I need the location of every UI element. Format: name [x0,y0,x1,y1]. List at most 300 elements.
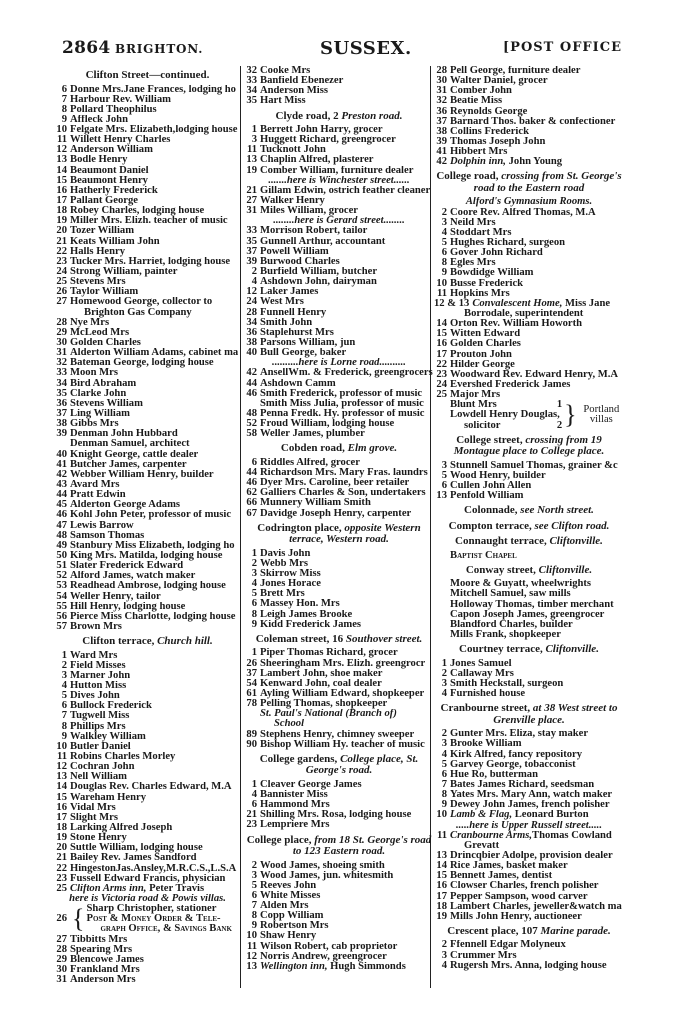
house-number: 4 [251,277,257,288]
occupant-name: Lambert John, shoe maker [260,668,383,679]
occupant-name: Munnery William Smith [260,498,371,509]
directory-entry [434,881,624,891]
house-number: 8 [61,104,67,115]
directory-entry [244,429,434,439]
directory-entry [244,599,434,609]
directory-entry [434,258,624,268]
house-number: 8 [441,790,447,801]
directory-entry [54,470,241,480]
occupant-name: Clarke John [70,388,127,399]
house-number: 13 [246,961,257,972]
house-number: 31 [246,206,257,217]
occupant-name: Stevens Mrs [70,277,126,288]
occupant-name: Suttle William, lodging house [70,843,203,854]
house-number: 31 [436,86,447,97]
directory-entry [244,76,434,86]
occupant-name: Wood James, shoeing smith [260,860,385,871]
directory-entry [244,488,434,498]
street-location: opposite Western terrace, Western road. [289,521,421,546]
house-number: 46 [246,388,257,399]
directory-entry [244,891,434,901]
house-number: 39 [436,136,447,147]
occupant-name: Butcher James, carpenter [70,459,187,470]
house-number: 6 [251,457,257,468]
directory-entry [54,732,241,742]
occupant-name: Crummer Mrs [450,950,517,961]
directory-entry [54,155,241,165]
directory-entry [244,419,434,429]
occupant-name: Comber William, furniture dealer [260,165,414,176]
house-number: 40 [56,449,67,460]
directory-entry [434,912,624,922]
street-name: Codrington place, [257,521,342,534]
occupant-name: Ashdown Camm [260,378,336,389]
house-number: 89 [246,729,257,740]
directory-entry [434,76,624,86]
directory-entry [244,155,434,165]
villa-occupant: Blunt Mrs [450,400,497,411]
villa-occupant: solicitor [464,420,501,431]
house-number: 28 [436,66,447,76]
house-number: 3 [441,739,447,750]
directory-entry [434,780,624,790]
house-number: 11 [436,288,447,299]
occupant-name: Morrison Robert, tailor [260,226,368,237]
street-location: crossing from 19 Montague place to College place. [453,433,605,458]
directory-entry [244,699,434,709]
house-number: 4 [441,689,447,700]
house-number: 56 [56,611,67,622]
directory-entry [244,478,434,488]
occupant-name: AnsellWm. & Frederick, greengrocers [260,368,433,379]
occupant-name: Wood Henry, builder [450,470,546,481]
occupant-name: Powell William [260,246,329,257]
occupant-name: Robertson Mrs [260,921,329,932]
directory-entry [244,921,434,931]
house-number: 37 [56,409,67,419]
house-number: 35 [56,388,67,399]
street-heading [244,835,434,858]
house-number: 19 [436,911,447,922]
portland-villas-group [434,400,624,430]
house-number: 18 [56,822,67,833]
house-number: 8 [251,911,257,922]
occupant-name: Hammond Mrs [260,800,330,811]
occupant-name: Strong William, painter [70,267,178,278]
house-number: 19 [246,165,257,176]
occupant-name: Mills John Henry, auctioneer [450,911,582,922]
occupant-name: Smith John [260,317,313,328]
house-number: 16 [436,881,447,892]
institution-name: St. Paul's National (Branch of) [260,709,397,720]
house-number: 37 [246,668,257,679]
occupant-name: Hibbert Mrs [450,147,508,158]
house-number: 1 [251,548,257,559]
directory-entry [54,166,241,176]
house-number: 36 [436,106,447,117]
house-number: 7 [61,94,67,105]
occupant-name: Cullen John Allen [450,480,532,491]
occupant-name: Pierce Miss Charlotte, lodging house [70,611,236,622]
occupant-name: Bannister Miss [260,789,328,800]
occupant-name: Galliers Charles & Son, undertakers [260,488,426,499]
house-number: 39 [246,256,257,267]
house-number: 14 [56,165,67,176]
institution-name: Baptist Chapel [450,550,517,561]
cross-street-note: .......here is Winchester street...... [268,175,410,186]
house-number: 28 [56,944,67,955]
directory-entry [434,961,624,971]
entry-continuation: Grevatt [464,840,500,851]
directory-entry [244,348,434,358]
directory-entry [54,297,241,307]
house-number: 9 [441,268,447,279]
house-number: 46 [56,510,67,521]
house-number: 5 [61,691,67,702]
house-number: 25 [56,883,67,894]
directory-entry [54,622,241,632]
occupant-name: Hopkins Mrs [450,288,510,299]
occupant-name: Webb Mrs [260,558,308,569]
occupant-name: Weller James, plumber [260,429,365,440]
directory-entry [434,790,624,800]
street-name: College place, [246,833,312,846]
occupant-name: Golden Charles [450,339,521,350]
directory-entry [54,762,241,772]
house-number: 15 [436,871,447,882]
occupant-name: Davis John [260,548,311,559]
occupant-name: Leigh James Brooke [260,609,353,620]
house-number: 16 [436,339,447,350]
cross-street-note: ........here is Gerard street........ [273,216,405,227]
occupant-name: Keats William John [70,236,160,247]
directory-entry [434,218,624,228]
house-number: 3 [441,678,447,689]
house-number: 21 [246,810,257,821]
villa-entry [434,421,562,431]
bracket-lines [86,904,231,934]
villa-entry [434,400,562,410]
occupant-name: Golden Charles [70,338,141,349]
directory-entry: 25 Clifton Arms inn, Peter Travis [54,884,241,894]
house-number: 22 [56,246,67,257]
directory-entry [54,853,241,863]
directory-entry [54,681,241,691]
directory-entry [244,125,434,135]
directory-entry [244,328,434,338]
house-number: 2 [441,729,447,740]
occupant-name: Gunter Mrs. Eliza, stay maker [450,729,589,740]
publisher-label: [POST OFFICE [503,40,622,55]
directory-entry [54,389,241,399]
directory-entry [434,750,624,760]
directory-entry [434,360,624,370]
street-name: Clifton terrace, [82,635,155,648]
house-number: 32 [436,96,447,107]
occupant-name: Pell George, furniture dealer [450,66,581,76]
occupant-name: Witten Edward [450,329,521,340]
directory-entry [244,800,434,810]
directory-entry [434,871,624,881]
occupant-name: Slater Frederick Edward [70,561,184,572]
house-number: 16 [56,802,67,813]
occupant-name: Funnell Henry [260,307,327,318]
house-number: 37 [246,246,257,257]
street-heading [244,634,434,646]
house-number: 22 [56,863,67,874]
occupant-name: Knight George, cattle dealer [70,449,199,460]
directory-entry [54,843,241,853]
occupant-name: Capon Joseph James, greengrocer [450,609,605,620]
directory-entry [434,951,624,961]
directory-entry [434,861,624,871]
occupant-name: Lempriere Mrs [260,820,330,831]
house-number: 33 [246,76,257,87]
street-location: Church hill. [157,635,213,648]
house-number: 6 [441,769,447,780]
house-number: 13 [56,155,67,166]
occupant-name: Evershed Frederick James [450,379,571,390]
occupant-name: Hart Miss [260,96,306,107]
occupant-name: Sheeringham Mrs. Elizh. greengrocr [260,658,426,669]
house-number: 11 [56,752,67,762]
directory-entry [54,328,241,338]
house-number: 39 [56,429,67,440]
house-number: 10 [436,810,447,821]
house-number: 5 [251,880,257,891]
house-number: 48 [56,530,67,541]
house-number: 5 [441,470,447,481]
occupant-name: Comber John [450,86,512,97]
street-heading [54,70,241,82]
occupant-name: Beatie Miss [450,96,503,107]
street-location: Marine parade. [540,924,611,937]
occupant-name: Mitchell Samuel, saw mills [450,589,571,600]
occupant-name: Gover John Richard [450,248,543,259]
house-number: 12 [246,951,257,962]
house-number: 22 [436,359,447,370]
occupant-name: Shilling Mrs. Rosa, lodging house [260,810,412,821]
occupant-name: Pallant George [70,196,138,207]
occupant-name: Pelling Thomas, shopkeeper [260,699,388,710]
occupant-name: Moon Mrs [70,368,118,379]
directory-entry [434,481,624,491]
occupant-name: Brown Mrs [70,621,122,632]
directory-entry [244,297,434,307]
house-number: 33 [56,368,67,379]
directory-entry [244,780,434,790]
directory-entry [244,145,434,155]
occupant-name: Robins Charles Morley [70,752,176,762]
occupant-name: Brooke William [450,739,522,750]
directory-entry [244,368,434,378]
house-number: 9 [61,114,67,125]
occupant-name: Wood James, jun. whitesmith [260,870,394,881]
house-number: 19 [56,216,67,227]
house-number: 20 [56,843,67,854]
house-number: 4 [61,681,67,692]
directory-entry [54,975,241,985]
occupant-name: Brett Mrs [260,589,305,600]
occupant-name: Davidge Joseph Henry, carpenter [260,508,412,519]
house-number: 7 [251,901,257,912]
occupant-name: Butler Daniel [70,741,131,752]
house-number: 90 [246,739,257,750]
directory-entry [54,772,241,782]
directory-entry [434,238,624,248]
directory-entry [54,833,241,843]
house-number: 1 [251,779,257,790]
house-number: 1 [441,658,447,669]
occupant-name: Blencowe James [70,954,144,965]
occupant-name: Busse Frederick [450,278,524,289]
house-number: 49 [56,540,67,551]
street-name: Compton terrace, [448,519,532,532]
street-location: see North street. [520,504,594,517]
business-name: Dolphin inn, [450,157,506,168]
occupant-name: Bullock Frederick [70,701,152,712]
occupant-name: Alderton William Adams, cabinet ma [70,348,239,359]
occupant-name: Thomas Joseph John [450,136,546,147]
house-number: 2 [441,940,447,951]
house-number: 2 [251,267,257,278]
directory-entry [244,589,434,599]
street-location: Cliftonville. [545,643,599,656]
occupant-name: Frankland Mrs [70,964,140,975]
directory-entry [244,931,434,941]
occupant-name: Smith Miss Julia, professor of music [260,398,424,409]
directory-entry [434,208,624,218]
occupant-name: Vidal Mrs [70,802,116,813]
house-number: 32 [56,358,67,369]
house-number: 25 [436,390,447,401]
house-number: 1 [61,650,67,661]
street-heading [434,565,624,577]
villa-number: 2 [556,420,563,431]
directory-entry [54,661,241,671]
directory-entry [54,429,241,439]
directory-entry [434,329,624,339]
directory-entry [54,358,241,368]
directory-entry [244,277,434,287]
occupant-name: Denman John Hubbard [70,429,178,440]
occupant-name: Rice James, basket maker [450,861,568,872]
house-number: 25 [56,277,67,288]
street-heading [244,111,434,123]
directory-entry [434,940,624,950]
house-number: 28 [56,317,67,328]
street-heading [244,523,434,546]
house-number: 43 [56,479,67,490]
house-number: 35 [246,236,257,247]
bracket-line: Post & Money Order & Tele- [86,914,221,925]
street-heading [434,505,624,517]
occupant-name: Yates Mrs. Mary Ann, watch maker [450,790,613,801]
occupant-name: Callaway Mrs [450,668,514,679]
house-number: 6 [441,248,447,259]
directory-entry [54,247,241,257]
occupant-name: McLeod Mrs [70,327,130,338]
occupant-name: Nell William [70,772,127,783]
occupant-name: Stoddart Mrs [450,227,512,238]
house-number: 15 [56,175,67,186]
directory-entry [244,679,434,689]
occupant-name: Woodward Rev. Edward Henry, M.A [450,369,619,380]
occupant-name: Beaumont Henry [70,175,148,186]
street-name: Crescent place, 107 [447,924,538,937]
directory-entry [434,739,624,749]
house-number: 10 [56,125,67,136]
directory-entry [434,380,624,390]
occupant-name: Hatherly Frederick [70,185,158,196]
occupant-name: Huggett Richard, greengrocer [260,135,396,146]
directory-entry [54,722,241,732]
directory-entry [244,810,434,820]
directory-entry [54,510,241,520]
directory-column-2 [244,66,434,972]
occupant-name: Bailey Rev. James Sandford [70,853,197,864]
occupant-name: Anderson Miss [260,86,328,97]
directory-entry [54,874,241,884]
house-number: 30 [56,964,67,975]
occupant-name: Piper Thomas Richard, grocer [260,648,398,659]
business-name: Wellington inn, [260,961,328,972]
directory-entry [54,742,241,752]
directory-entry [244,66,434,76]
occupant-name: Moore & Guyatt, wheelwrights [450,579,592,590]
occupant-name: Miller Mrs. Elizh. teacher of music [70,216,228,227]
house-number: 12 [246,287,257,298]
occupant-name: Jones Horace [260,579,321,590]
directory-entry [54,813,241,823]
occupant-name: Kidd Frederick James [260,619,362,630]
house-number: 6 [61,701,67,712]
house-number: 2 [441,207,447,218]
directory-column-1 [54,66,241,985]
house-number: 42 [56,469,67,480]
occupant-name: Dives John [70,691,120,702]
street-heading [434,536,624,548]
house-number: 3 [441,460,447,471]
directory-entry [54,85,241,95]
house-number: 32 [246,66,257,76]
directory-entry: 13 Wellington inn, Hugh Simmonds [244,962,434,972]
institution-name: Alford's Gymnasium Rooms. [465,197,593,208]
occupant-name: Wareham Henry [70,792,147,803]
occupant-name: Fussell Edward Francis, physician [70,873,226,884]
occupant-name: Bishop William Hy. teacher of music [260,739,425,750]
house-number: 13 [436,850,447,861]
house-number: 44 [246,378,257,389]
house-number: 15 [436,329,447,340]
house-number: 11 [246,145,257,156]
page-number: 2864 [62,38,111,58]
occupant-name: Anderson Mrs [70,975,136,986]
occupant-name: Wilson Robert, cab proprietor [260,941,398,952]
occupant-name: Penfold William [450,491,524,502]
house-number: 17 [56,812,67,823]
directory-entry [434,471,624,481]
house-number: 27 [56,297,67,308]
bracket-line: Sharp Christopher, stationer [86,904,217,915]
directory-entry [54,226,241,236]
house-number: 1 [251,648,257,659]
occupant-name: Hughes Richard, surgeon [450,237,566,248]
directory-entry [434,620,624,630]
occupant-name: Field Misses [70,660,126,671]
occupant-name: Robey Charles, lodging house [70,206,205,217]
directory-entry [54,216,241,226]
